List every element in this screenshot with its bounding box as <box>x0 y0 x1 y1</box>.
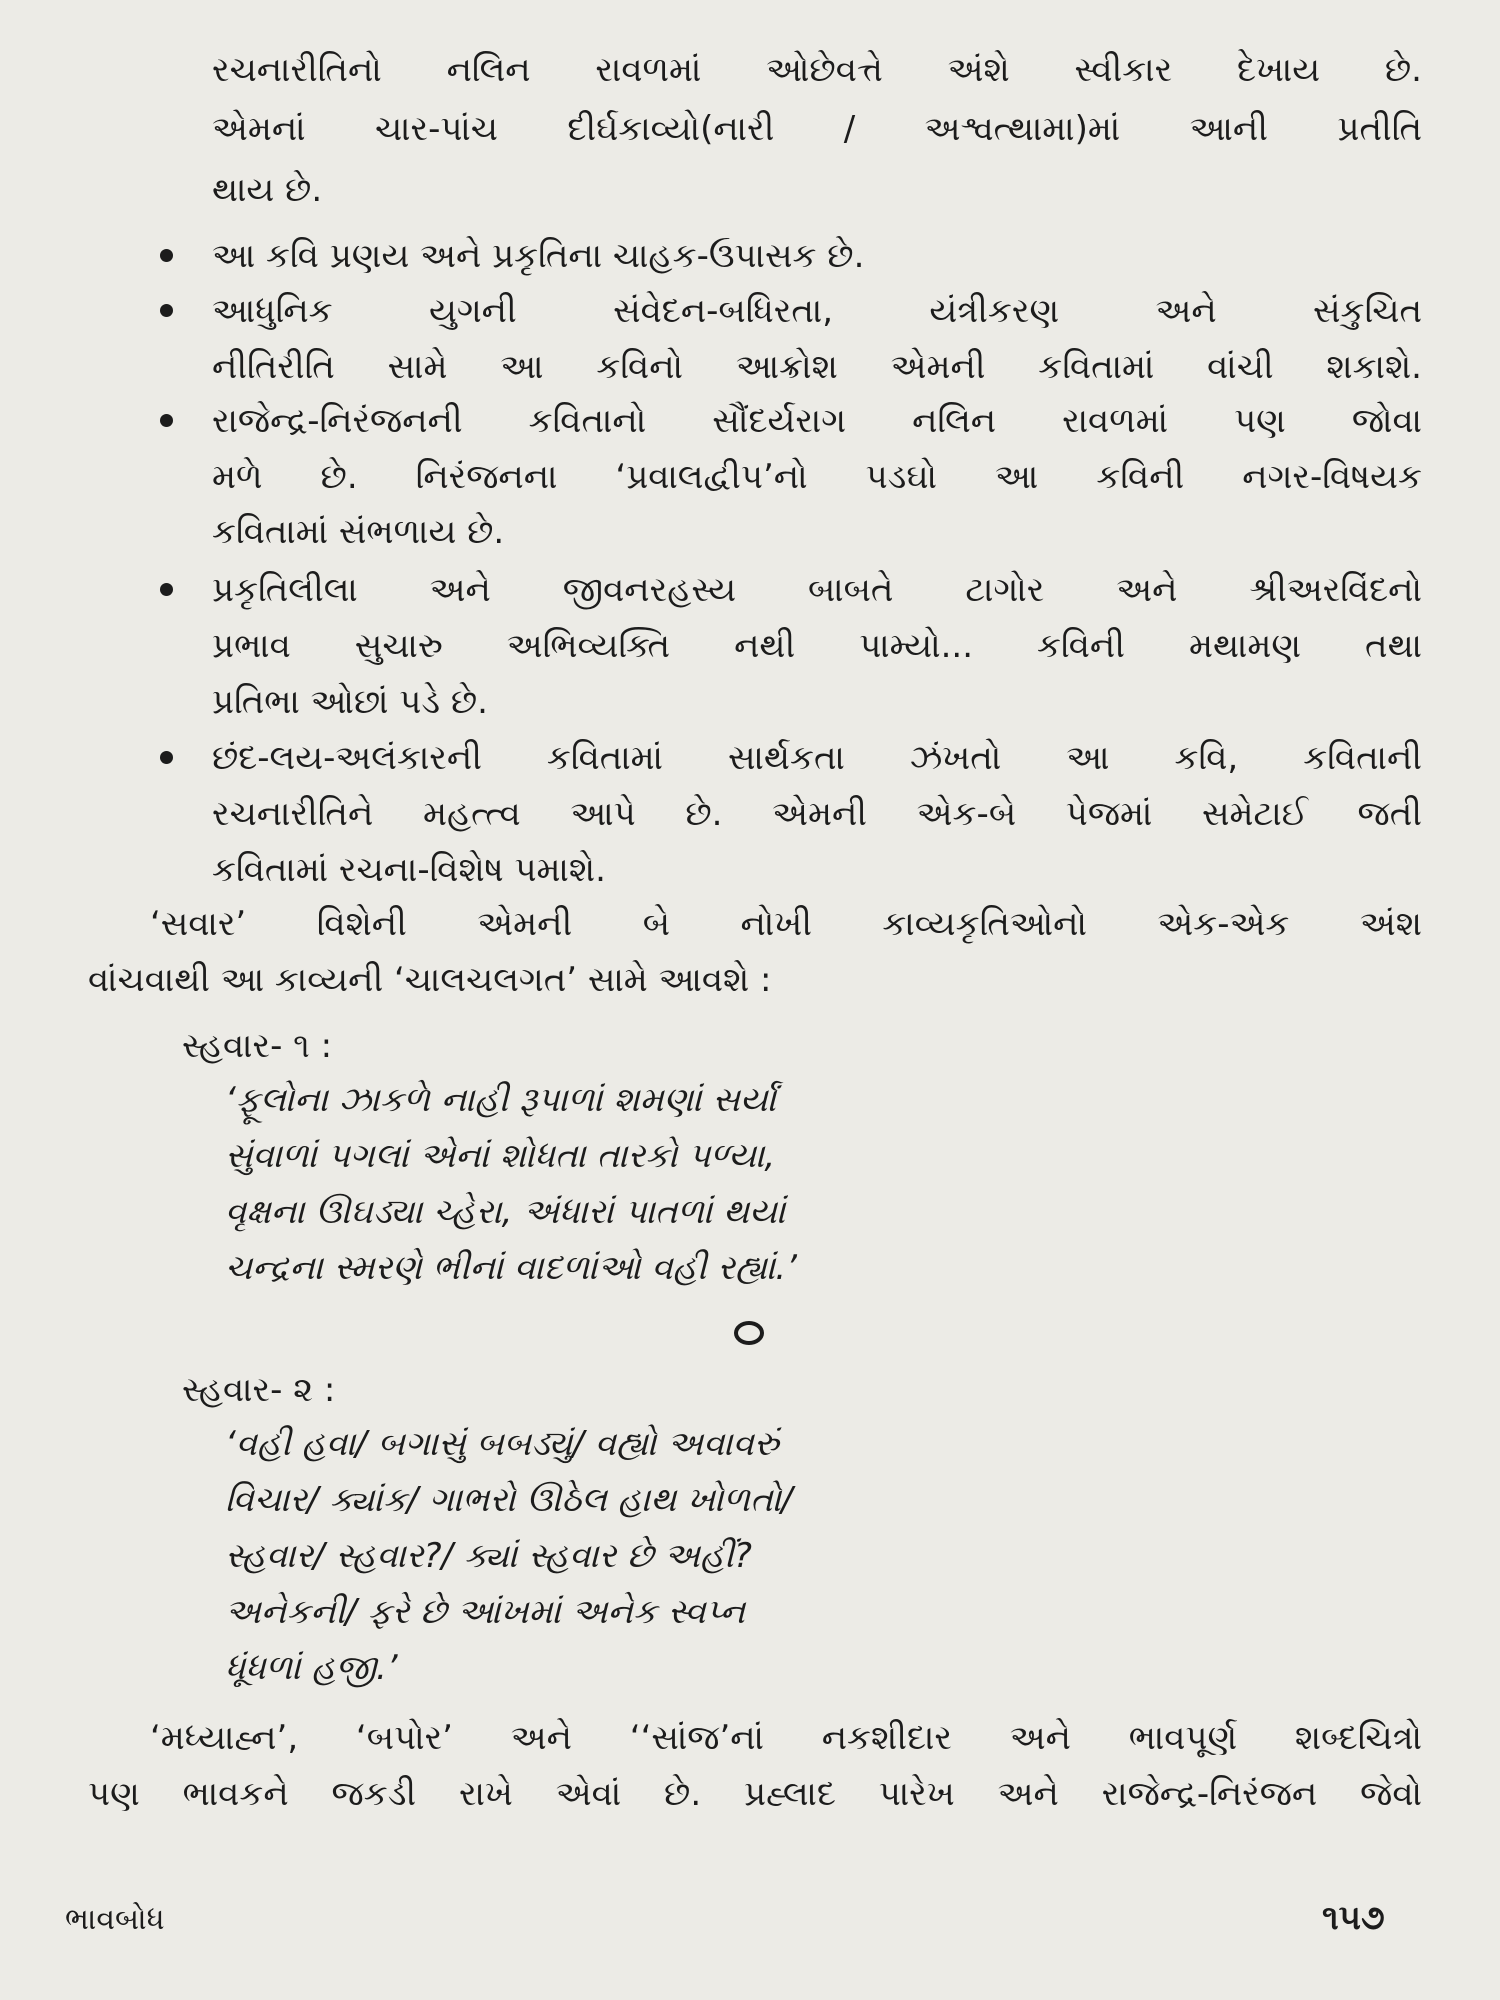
bullet-icon <box>160 583 173 596</box>
poem-heading: સ્હવાર- ૧ : <box>182 1026 333 1066</box>
paragraph-line: પણ ભાવકને જકડી રાખે એવાં છે. પ્રહ્લાદ પારેખ અને રાજેન્દ્ર-નિરંજન જેવો <box>88 1774 1422 1814</box>
section-divider-circle-icon <box>734 1321 764 1345</box>
bullet-text: પ્રતિભા ઓછાં પડે છે. <box>212 682 488 722</box>
paragraph-line: ‘સવાર’ વિશેની એમની બે નોખી કાવ્યકૃતિઓનો એક-એક અંશ <box>150 904 1422 944</box>
poem-line: ધૂંધળાં હજી.’ <box>225 1648 398 1688</box>
bullet-icon <box>160 751 173 764</box>
paragraph-line: વાંચવાથી આ કાવ્યની ‘ચાલચલગત’ સામે આવશે : <box>88 960 772 1000</box>
poem-line: ‘ફૂલોના ઝાકળે નાહી રૂપાળાં શમણાં સર્યાં <box>225 1080 777 1120</box>
bullet-text: રાજેન્દ્ર-નિરંજનની કવિતાનો સૌંદર્યરાગ નલિન રાવળમાં પણ જોવા <box>212 401 1422 441</box>
bullet-text: આ કવિ પ્રણય અને પ્રકૃતિના ચાહક-ઉપાસક છે. <box>212 236 865 276</box>
bullet-text: પ્રકૃતિલીલા અને જીવનરહસ્ય બાબતે ટાગોર અને શ્રીઅરવિંદનો <box>212 570 1422 610</box>
poem-line: વૃક્ષના ઊઘડ્યા ચ્હેરા, અંધારાં પાતળાં થયાં <box>225 1192 786 1232</box>
bullet-icon <box>160 304 173 317</box>
paragraph-line: ‘મધ્યાહ્ન’, ‘બપોર’ અને ‘‘સાંજ’નાં નકશીદાર અને ભાવપૂર્ણ શબ્દચિત્રો <box>150 1718 1422 1758</box>
bullet-text: મળે છે. નિરંજનના ‘પ્રવાલદ્વીપ’નો પડઘો આ કવિની નગર-વિષયક <box>212 457 1422 497</box>
poem-line: સુંવાળાં પગલાં એનાં શોધતા તારકો પળ્યા, <box>225 1136 776 1176</box>
bullet-icon <box>160 414 173 427</box>
poem-line: ‘વહી હવા/ બગાસું બબડ્યું/ વહ્યો અવાવરું <box>225 1424 779 1464</box>
page-number: ૧૫૭ <box>1322 1898 1385 1938</box>
poem-line: વિચાર/ ક્યાંક/ ગાભરો ઊઠેલ હાથ ખોળતો/ <box>225 1480 793 1520</box>
bullet-text: નીતિરીતિ સામે આ કવિનો આક્રોશ એમની કવિતામાં વાંચી શકાશે. <box>212 347 1422 387</box>
bullet-text: આધુનિક યુગની સંવેદન-બધિરતા, યંત્રીકરણ અને સંકુચિત <box>212 291 1422 331</box>
bullet-text: રચનારીતિને મહત્ત્વ આપે છે. એમની એક-બે પેજમાં સમેટાઈ જતી <box>212 794 1422 834</box>
poem-heading: સ્હવાર- ૨ : <box>182 1370 336 1410</box>
bullet-text: પ્રભાવ સુચારુ અભિવ્યક્તિ નથી પામ્યો... કવિની મથામણ તથા <box>212 626 1422 666</box>
paragraph-line: એમનાં ચાર-પાંચ દીર્ઘકાવ્યો(નારી / અશ્વત્થામા)માં આની પ્રતીતિ <box>212 109 1422 149</box>
poem-line: ચન્દ્રના સ્મરણે ભીનાં વાદળાંઓ વહી રહ્યાં.’ <box>225 1248 797 1288</box>
paragraph-line: થાય છે. <box>212 170 323 210</box>
poem-line: સ્હવાર/ સ્હવાર?/ ક્યાં સ્હવાર છે અહીં? <box>225 1536 752 1576</box>
bullet-icon <box>160 249 173 262</box>
journal-name: ભાવબોધ <box>65 1902 165 1937</box>
paragraph-line: રચનારીતિનો નલિન રાવળમાં ઓછેવત્તે અંશે સ્વીકાર દેખાય છે. <box>212 50 1422 90</box>
bullet-text: છંદ-લય-અલંકારની કવિતામાં સાર્થકતા ઝંખતો આ કવિ, કવિતાની <box>212 738 1422 778</box>
poem-line: અનેકની/ ફરે છે આંખમાં અનેક સ્વપ્ન <box>225 1592 746 1632</box>
bullet-text: કવિતામાં રચના-વિશેષ પમાશે. <box>212 850 606 890</box>
bullet-text: કવિતામાં સંભળાય છે. <box>212 512 505 552</box>
